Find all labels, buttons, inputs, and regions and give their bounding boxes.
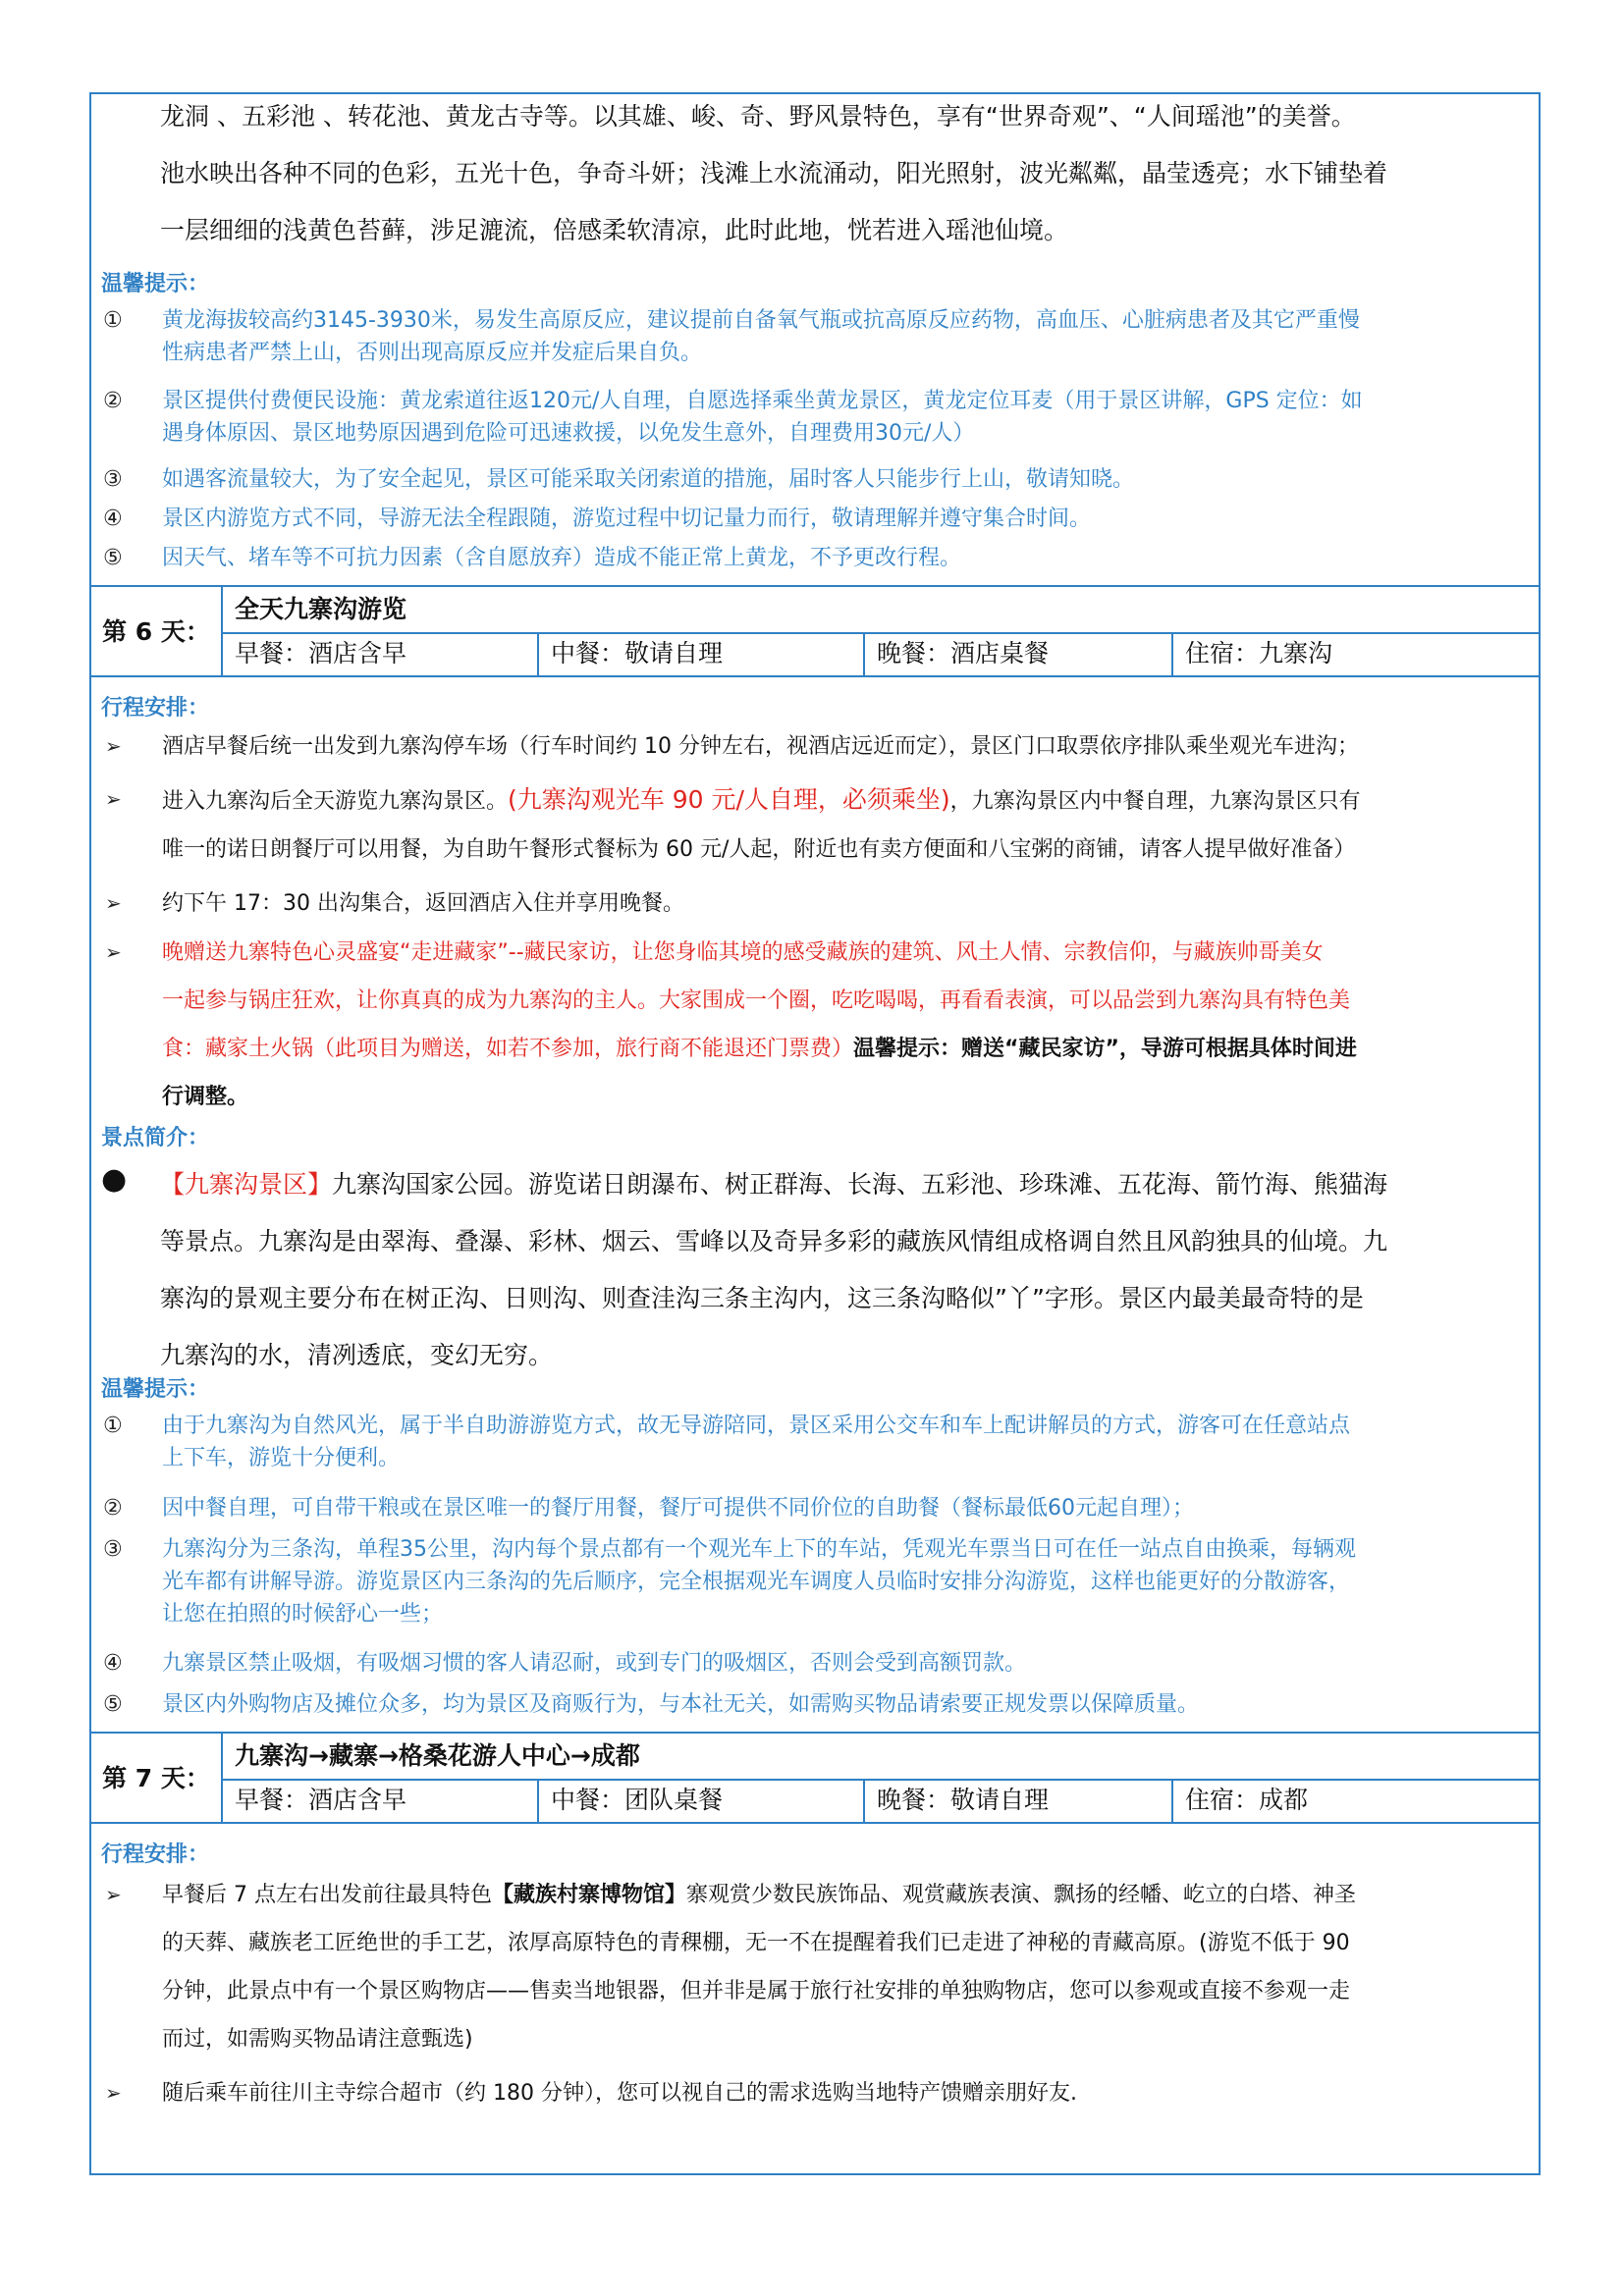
intro-line-1: 龙洞 、五彩池 、转花池、黄龙古寺等。以其雄、峻、奇、野风景特色，享有“世界奇观”、“人间瑶池”的美誉。 [160, 102, 1356, 131]
gift-event-note: 行调整。 [162, 1085, 249, 1109]
tips-title: 温馨提示： [101, 272, 210, 296]
tip-item [91, 463, 1525, 496]
tip-line: 景区提供付费便民设施：黄龙索道往返120元/人自理，自愿选择乘坐黄龙景区，黄龙定位耳麦（用于景区讲解，GPS 定位：如 [162, 389, 1363, 413]
itinerary-item [91, 929, 1525, 1121]
tip-text: 九寨景区禁止吸烟，有吸烟习惯的客人请忍耐，或到专门的吸烟区，否则会受到高额罚款。 [162, 1651, 1027, 1676]
scenic-line-3: 寨沟的景观主要分布在树正沟、日则沟、则查洼沟三条主沟内，这三条沟略似”丫”字形。景区内最美最奇特的是 [160, 1284, 1364, 1312]
itinerary-text [162, 1871, 1525, 2063]
scenic-text: 九寨沟国家公园。游览诺日朗瀑布、树正群海、长海、五彩池、珍珠滩、五花海、箭竹海、熊猫海 [332, 1170, 1388, 1199]
day6-header [91, 585, 1539, 675]
museum-name: 【藏族村寨博物馆】 [492, 1883, 687, 1907]
tip-item [91, 542, 1525, 574]
tip-item [91, 1410, 1525, 1474]
tip-line: 黄龙海拔较高约3145-3930米，易发生高原反应，建议提前自备氧气瓶或抗高原反应药物，高血压、心脏病患者及其它严重慢 [162, 308, 1360, 333]
day7-header [91, 1732, 1539, 1822]
gift-event-text: 食：藏家土火锅（此项目为赠送，如若不参加，旅行商不能退还门票费） [162, 1037, 854, 1061]
itinerary-item [91, 775, 1525, 874]
tip-number: ⑤ [103, 1692, 123, 1717]
tip-number: ③ [103, 1537, 123, 1562]
tip-item [91, 1647, 1525, 1680]
day7-title: 九寨沟→藏寨→格桑花游人中心→成都 [223, 1732, 1539, 1781]
tip-text [162, 1410, 1525, 1474]
tip-text: 因中餐自理，可自带干粮或在景区唯一的餐厅用餐，餐厅可提供不同价位的自助餐（餐标最低60元起自理）； [162, 1496, 1194, 1521]
tip-number: ② [103, 1496, 123, 1521]
day7-label: 第 7 天： [91, 1732, 223, 1822]
itinerary-item [91, 880, 1525, 928]
day7-lunch: 中餐：团队桌餐 [539, 1781, 865, 1822]
tip-line: 上下车，游览十分便利。 [162, 1446, 401, 1470]
tip-number: ① [103, 308, 123, 333]
intro-line-2: 池水映出各种不同的色彩，五光十色，争奇斗妍；浅滩上水流涌动，阳光照射，波光粼粼，晶莹透亮；水下铺垫着 [160, 159, 1388, 187]
arrow-bullet-icon: ➢ [105, 1883, 122, 1906]
itinerary-text-part: 唯一的诺日朗餐厅可以用餐，为自助午餐形式餐标为 60 元/人起，附近也有卖方便面和八宝粥的商铺，请客人提早做好准备） [162, 837, 1356, 862]
day6-title: 全天九寨沟游览 [223, 585, 1539, 634]
tip-number: ③ [103, 467, 123, 492]
itinerary-item [91, 722, 1525, 771]
dot-bullet-icon: ● [101, 1162, 128, 1197]
tip-text: 如遇客流量较大，为了安全起见，景区可能采取关闭索道的措施，届时客人只能步行上山，敬请知晓。 [162, 467, 1135, 492]
tip-number: ⑤ [103, 546, 123, 570]
tip-line: 九寨沟分为三条沟，单程35公里，沟内每个景点都有一个观光车上下的车站，凭观光车票当日可在任一站点自由换乘，每辆观 [162, 1537, 1356, 1562]
tip-number: ④ [103, 507, 123, 531]
arrow-bullet-icon: ➢ [105, 940, 122, 964]
scenic-line-4: 九寨沟的水，清冽透底，变幻无穷。 [160, 1341, 554, 1369]
tips-title: 温馨提示： [101, 1377, 210, 1402]
day7-breakfast: 早餐：酒店含早 [223, 1781, 539, 1822]
tip-line: 性病患者严禁上山，否则出现高原反应并发症后果自负。 [162, 341, 703, 365]
itinerary-text-part: 的天葬、藏族老工匠绝世的手工艺，浓厚高原特色的青稞棚，无一不在提醒着我们已走进了神秘的青藏高原。(游览不低于 90 [162, 1931, 1350, 1955]
scenic-name: 【九寨沟景区】 [160, 1170, 333, 1199]
itinerary-text-part: 早餐后 7 点左右出发前往最具特色 [162, 1883, 492, 1907]
tip-item [91, 304, 1525, 369]
tip-text: 景区内游览方式不同，导游无法全程跟随，游览过程中切记量力而行，敬请理解并遵守集合时间。 [162, 507, 1092, 531]
tip-number: ④ [103, 1651, 123, 1676]
tip-text [162, 1533, 1525, 1630]
tip-item [91, 385, 1525, 450]
tip-item [91, 1688, 1525, 1721]
intro-line-3: 一层细细的浅黄色苔藓，涉足漉流，倍感柔软清凉，此时此地，恍若进入瑶池仙境。 [160, 216, 1069, 244]
scenic-line-2: 等景点。九寨沟是由翠海、叠瀑、彩林、烟云、雪峰以及奇异多彩的藏族风情组成格调自然且风韵独具的仙境。九 [160, 1227, 1388, 1255]
tip-item [91, 1533, 1525, 1630]
day6-meals [223, 634, 1539, 675]
day7-dinner: 晚餐：敬请自理 [865, 1781, 1173, 1822]
itinerary-text-part: 而过，如需购买物品请注意甄选) [162, 2027, 473, 2052]
tip-text: 景区内外购物店及摊位众多，均为景区及商贩行为，与本社无关，如需购买物品请索要正规发票以保障质量。 [162, 1692, 1200, 1717]
itinerary-item [91, 1871, 1525, 2063]
itinerary-title: 行程安排： [101, 1842, 210, 1867]
arrow-bullet-icon: ➢ [105, 734, 122, 758]
gift-event-note: 温馨提示：赠送“藏民家访”，导游可根据具体时间进 [853, 1037, 1357, 1061]
tip-number: ① [103, 1414, 123, 1438]
itinerary-text: 酒店早餐后统一出发到九寨沟停车场（行车时间约 10 分钟左右，视酒店远近而定），景区门口取票依序排队乘坐观光车进沟； [162, 734, 1359, 759]
arrow-bullet-icon: ➢ [105, 787, 122, 811]
day6-lunch: 中餐：敬请自理 [539, 634, 865, 675]
scenic-line-1 [160, 1156, 1525, 1213]
gift-event-text: 一起参与锅庄狂欢，让你真真的成为九寨沟的主人。大家围成一个圈，吃吃喝喝，再看看表演，可以品尝到九寨沟具有特色美 [162, 988, 1351, 1013]
itinerary-frame [89, 92, 1541, 2175]
tip-line: 遇身体原因、景区地势原因遇到危险可迅速救援，以免发生意外，自理费用30元/人） [162, 421, 975, 446]
shuttle-fee-note: (九寨沟观光车 90 元/人自理，必须乘坐) [508, 785, 950, 814]
day6-breakfast: 早餐：酒店含早 [223, 634, 539, 675]
itinerary-text-part: 进入九寨沟后全天游览九寨沟景区。 [162, 789, 509, 814]
scenic-title: 景点简介： [101, 1126, 210, 1150]
tip-number: ② [103, 389, 123, 413]
itinerary-item [91, 2069, 1525, 2117]
gift-event-text: 晚赠送九寨特色心灵盛宴“走进藏家”--藏民家访，让您身临其境的感受藏族的建筑、风土人情、宗教信仰，与藏族帅哥美女 [162, 940, 1324, 965]
day7-lodging: 住宿：成都 [1185, 1786, 1309, 1814]
itinerary-text-part: ，九寨沟景区内中餐自理，九寨沟景区只有 [949, 789, 1361, 814]
arrow-bullet-icon: ➢ [105, 2081, 122, 2105]
arrow-bullet-icon: ➢ [105, 891, 122, 915]
tip-text [162, 385, 1525, 450]
itinerary-title: 行程安排： [101, 696, 210, 721]
itinerary-text [162, 775, 1525, 874]
tip-text: 因天气、堵车等不可抗力因素（含自愿放弃）造成不能正常上黄龙，不予更改行程。 [162, 546, 962, 570]
tip-line: 让您在拍照的时候舒心一些； [162, 1602, 444, 1627]
day7-meals [223, 1781, 1539, 1822]
tip-item [91, 503, 1525, 535]
day6-dinner: 晚餐：酒店桌餐 [865, 634, 1173, 675]
itinerary-text [162, 929, 1525, 1121]
tip-line: 光车都有讲解导游。游览景区内三条沟的先后顺序，完全根据观光车调度人员临时安排分沟游览，这样也能更好的分散游客， [162, 1570, 1351, 1594]
day6-lodging: 住宿：九寨沟 [1185, 639, 1333, 667]
itinerary-text: 约下午 17：30 出沟集合，返回酒店入住并享用晚餐。 [162, 891, 684, 916]
tip-text [162, 304, 1525, 369]
itinerary-text: 随后乘车前往川主寺综合超市（约 180 分钟），您可以视自己的需求选购当地特产馈赠亲朋好友. [162, 2081, 1077, 2106]
tip-line: 由于九寨沟为自然风光，属于半自助游游览方式，故无导游陪同，景区采用公交车和车上配讲解员的方式，游客可在任意站点 [162, 1414, 1351, 1438]
tip-item [91, 1492, 1525, 1524]
itinerary-text-part: 分钟，此景点中有一个景区购物店——售卖当地银器，但并非是属于旅行社安排的单独购物店，您可以参观或直接不参观一走 [162, 1979, 1351, 2003]
day6-label: 第 6 天： [91, 585, 223, 675]
itinerary-text-part: 寨观赏少数民族饰品、观赏藏族表演、飘扬的经幡、屹立的白塔、神圣 [686, 1883, 1357, 1907]
